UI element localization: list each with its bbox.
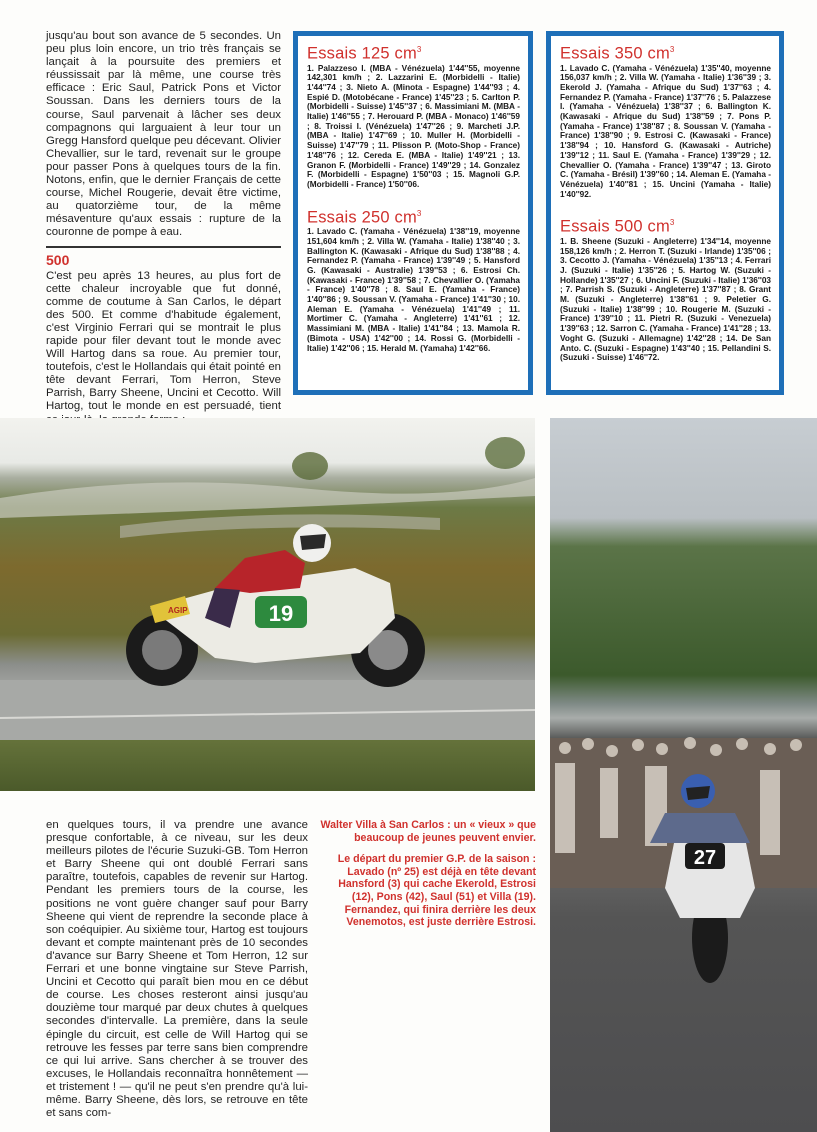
photo-race-start xyxy=(550,418,817,1132)
results-title-500: Essais 500 $cm^3$ xyxy=(560,217,675,236)
results-title-350: Essais 350 $cm^3$ xyxy=(560,44,675,63)
article-column-top xyxy=(46,30,281,427)
article-paragraph: en quelques tours, il va prendre une avance presque confortable, à ce niveau, sur les deux meilleurs pilotes de l'écurie Suzuki-GB. Tom Herron et Barry Sheene qui ont doublé Ferrari sans paraître, toutefois, capables de revenir sur Hartog. Pendant les premiers tours de la course, les positions ne vont guère changer sauf pour Barry Sheene qui vient de reprendre la seconde place à son coéquipier. Au sixième tour, Hartog est toujours devant et compte maintenant près de 10 secondes d'avance sur Barry Sheene et Tom Herron, 12 sur Ferrari et une bonne vingtaine sur Steve Parrish, Uncini et Cecotto qui paraît bien mou en ce début de course. Les choses resteront ainsi jusqu'au douzième tour marqué par deux chutes à quelques secondes d'intervalle. La première, dans la seule épingle du circuit, est celle de Will Hartog qui se retrouve les fesses par terre sans bien comprendre ce qui lui arrive. Sans chercher à se trouver des excuses, le Hollandais reconnaîtra honnêtement — et tristement ! — qu'il ne peut s'en prendre qu'à lui-même. Barry Sheene, dès lors, se retrouve en tête et sans com- xyxy=(46,819,308,1120)
results-list-250: 1. Lavado C. (Yamaha - Vénézuela) 1'38''19, moyenne 151,604 km/h ; 2. Villa W. (Yamaha - Italie) 1'38''40 ; 3. Ballington K. (Kawasaki - Afrique du Sud) 1'38''88 ; 4. Fernandez P. (Yamaha - France) 1'39''49 ; 5. Hansford G. (Kawasaki - Australie) 1'39''53 ; 6. Estrosi Ch. (Kawasaki - France) 1'39''58 ; 7. Chevallier O. (Yamaha - France) 1'40''78 ; 8. Saul E. (Yamaha - France) 1'40''86 ; 9. Soussan V. (Yamaha - France) 1'41''30 ; 10. Aleman E. (Yamaha - Vénézuela) 1'41''49 ; 11. Mortimer C. (Yamaha - Angleterre) 1'41''61 ; 12. Massimiani M. (MBA - Italie) 1'41''84 ; 13. Mamola R. (Bimota - USA) 1'42''00 ; 14. Rossi G. (Morbidelli - Italie) 1'42''06 ; 15. Herald M. (Yamaha) 1'42''66. xyxy=(307,227,520,353)
results-list-125: 1. Palazzeso I. (MBA - Vénézuela) 1'44''55, moyenne 142,301 km/h ; 2. Lazzarini E. (Morbidelli - Italie) 1'44''74 ; 3. Nieto A. (Minota - Espagne) 1'44''93 ; 4. Espié D. (Motobécane - France) 1'45''23 ; 5. Carlton P. (Morbidelli - Suisse) 1'45''37 ; 6. Massimiani M. (MBA - Italie) 1'46''55 ; 7. Herouard P. (MBA - Monaco) 1'46''59 ; 8. Troissi I. (Vénézuela) 1'47''26 ; 9. Marcheti J.P. (MBA - Italie) 1'47''69 ; 10. Muller H. (Morbidelli - Suisse) 1'47''79 ; 11. Plisson P. (Moto-Shop - France) 1'48''76 ; 12. Cereda E. (MBA - Italie) 1'49''21 ; 13. Granon F. (Morbidelli - France) 1'49''29 ; 14. Gonzalez F. (Morbidelli - Espagne) 1'50''03 ; 15. Magnoli G.P. (Morbidelli - France) 1'50''06. xyxy=(307,63,520,189)
results-box-350-500 xyxy=(546,31,784,395)
results-title-125: Essais 125 $cm^3$ xyxy=(307,44,422,63)
race-number-27: 27 xyxy=(693,847,717,869)
photo-walter-villa xyxy=(0,418,535,791)
race-start-illustration xyxy=(550,418,817,1132)
caption-depart: Le départ du premier G.P. de la saison : Lavado (nº 25) est déjà en tête devant Hansford (3) qui cache Ekerold, Estrosi (12), Pons (42), Saul (51) et Villa (19). Fernandez, qui finira derrière les deux Venemotos, est juste derrière Estrosi. xyxy=(337,853,536,929)
article-column-bottom xyxy=(46,819,308,1120)
race-number-19: 19 xyxy=(268,601,294,626)
results-title-250: Essais 250 $cm^3$ xyxy=(307,208,422,227)
section-divider xyxy=(46,246,281,248)
caption-villa: Walter Villa à San Carlos : un « vieux » que beaucoup de jeunes peuvent envier. xyxy=(320,819,536,844)
section-heading-500: 500 xyxy=(46,251,70,268)
fairing-sponsor: AGIP xyxy=(168,606,188,615)
photo-captions xyxy=(316,819,536,938)
results-list-350: 1. Lavado C. (Yamaha - Vénézuela) 1'35''40, moyenne 156,037 km/h ; 2. Villa W. (Yamaha - Italie) 1'36''39 ; 3. Ekerold J. (Yamaha - Afrique du Sud) 1'37''63 ; 4. Fernandez P. (Yamaha - France) 1'37''76 ; 5. Palazzese I. (Yamaha - Vénézuela) 1'38''37 ; 6. Ballington K. (Kawasaki - Afrique du Sud) 1'38''59 ; 7. Pons P. (Yamaha - France) 1'38''87 ; 8. Soussan V. (Yamaha - France) 1'38''90 ; 9. Estrosi C. (Kawasaki - France) 1'38''94 ; 10. Hansford G. (Kawasaki - Autriche) 1'39''12 ; 11. Saul E. (Yamaha - France) 1'39''29 ; 12. Chevallier O. (Yamaha - France) 1'39''47 ; 13. Giroto C. (Yamaha - Brésil) 1'39''60 ; 14. Aleman E. (Yamaha - Vénézuela) 1'40''81 ; 15. Uncini (Yamaha - Italie) 1'40''92. xyxy=(560,63,771,199)
results-list-500: 1. B. Sheene (Suzuki - Angleterre) 1'34''14, moyenne 158,126 km/h ; 2. Herron T. (Suzuki - Irlande) 1'35''06 ; 3. Cecotto J. (Yamaha - Vénézuela) 1'35''13 ; 4. Ferrari J. (Suzuki - Italie) 1'35''26 ; 5. Hartog W. (Suzuki - Hollande) 1'35''27 ; 6. Uncini F. (Suzuki - Italie) 1'36''03 ; 7. Parrish S. (Suzuki - Angleterre) 1'37''87 ; 8. Grant M. (Suzuki - Angleterre) 1'38''61 ; 9. Peletier G. (Suzuki - Italie) 1'38''99 ; 10. Rougerie M. (Suzuki - France) 1'39''10 ; 11. Pietri R. (Suzuki - Venezuela) 1'39''63 ; 12. Sarron C. (Yamaha - France) 1'41''28 ; 13. Voght G. (Suzuki - Allemagne) 1'42''28 ; 14. De San Anto. C. (Suzuki - Espagne) 1'43''40 ; 15. Pellandini S. (Suzuki - Suisse) 1'46''72. xyxy=(560,236,771,363)
article-paragraph: jusqu'au bout son avance de 5 secondes. Un peu plus loin encore, un trio très français se lançait à la poursuite des premiers et réussissait par là même, une course très efficace : Eric Saul, Patrick Pons et Victor Soussan. Dans les derniers tours de la course, Saul parvenait à lâcher ses deux compagnons qui larguaient à leur tour un Gregg Hansford quelque peu décevant. Olivier Chevallier, sur le tard, revenait sur le groupe pour passer Pons à quelques tours de la fin. Notons, enfin, que le dernier Français de cette course, Michel Rougerie, devait être victime, au quatorzième tour, de la même mésaventure qu'aux essais : rupture de la couronne de pompe à eau. xyxy=(46,30,281,239)
article-paragraph: C'est peu après 13 heures, au plus fort de cette chaleur incroyable que fut donné, comme de coutume à San Carlos, le départ des 500. Et comme d'habitude également, c'est Virginio Ferrari qui se montrait le plus rapide pour filer devant tout le monde avec Will Hartog dans sa roue. Au premier tour, toutefois, c'est le Hollandais qui était pointé en tête devant Ferrari, Tom Herron, Steve Parrish, Barry Sheene, Uncini et Cecotto. Will Hartog, tout le monde en est persuadé, tient xyxy=(46,269,281,413)
results-box-125-250 xyxy=(293,31,533,395)
motorcycle-illustration xyxy=(0,418,535,791)
